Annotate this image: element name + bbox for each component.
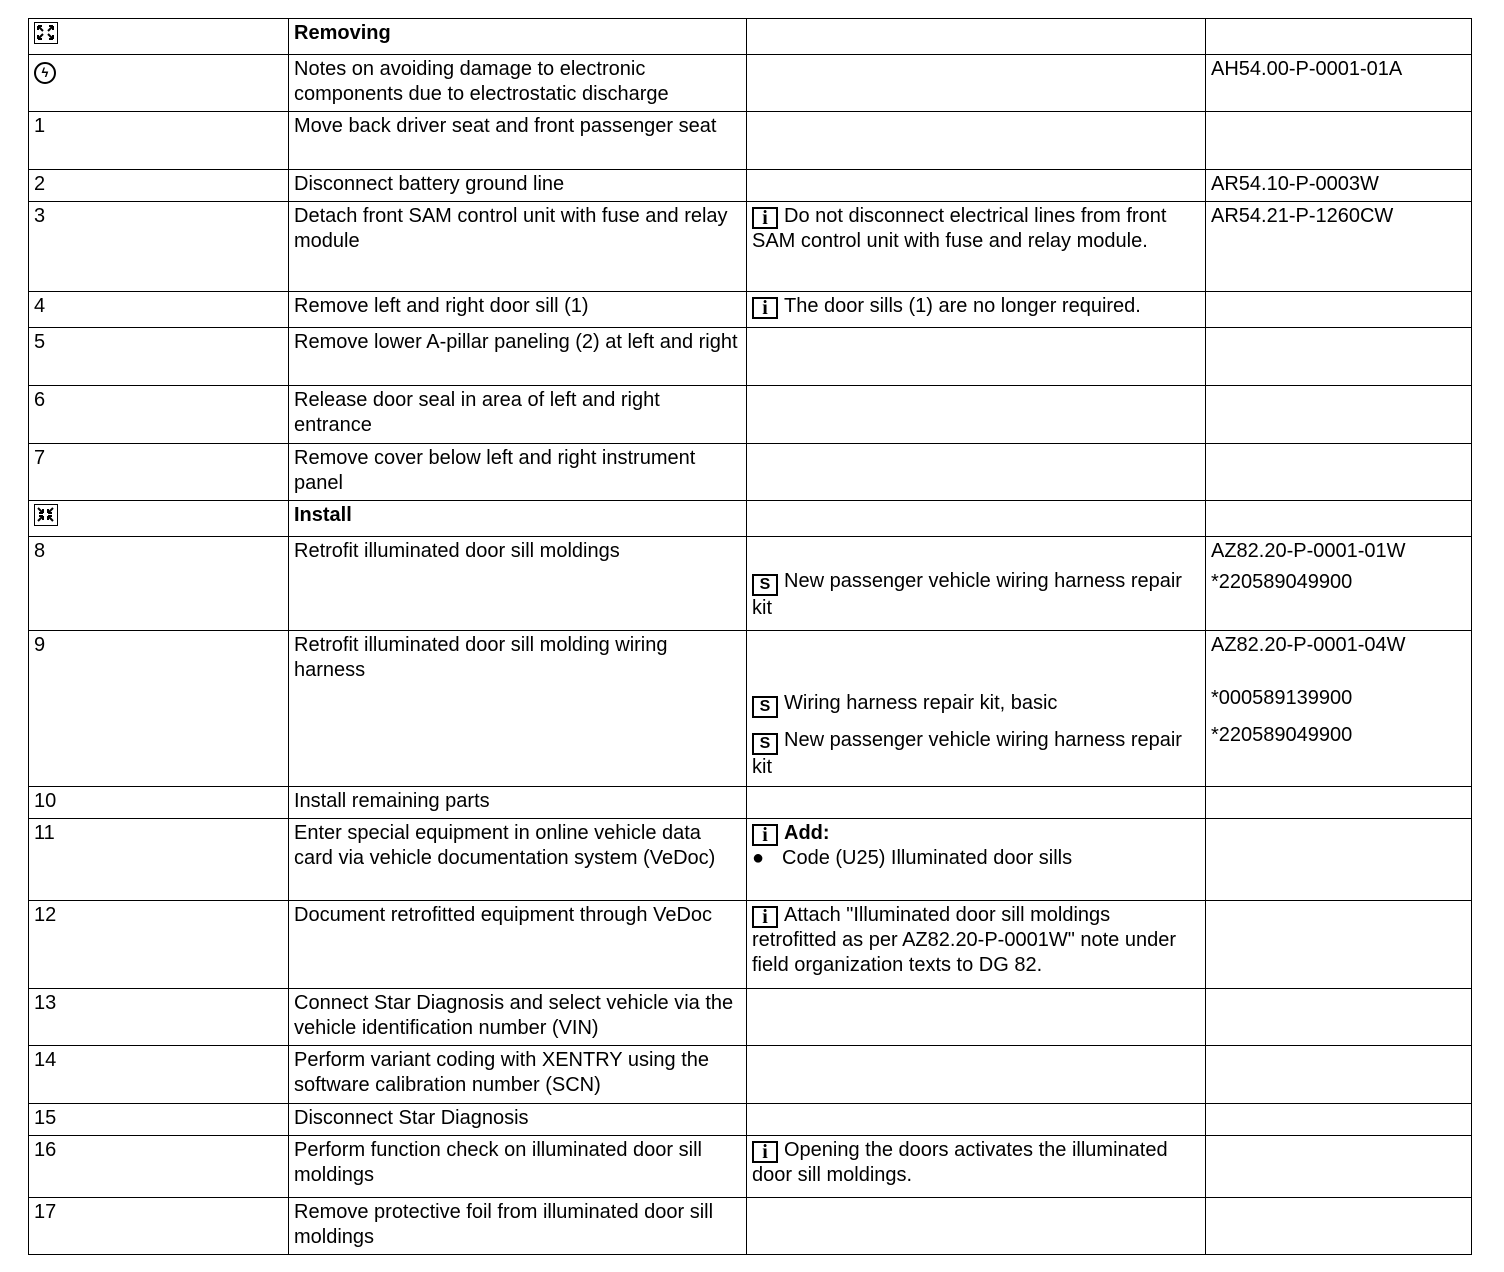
ref-cell (1206, 55, 1472, 112)
table-row (29, 202, 1472, 292)
info-icon: i (752, 824, 778, 846)
table-row (29, 1104, 1472, 1136)
ref-cell (1206, 631, 1472, 787)
reference-link[interactable]: AR54.21-P-1260CW (1211, 205, 1394, 227)
part-number[interactable]: *220589049900 (1211, 571, 1353, 593)
notes-cell (747, 631, 1206, 787)
info-icon: i (752, 297, 778, 319)
special-tool-icon: S (752, 696, 778, 718)
ref-cell (1206, 819, 1472, 901)
info-icon: i (752, 207, 778, 229)
table-row (29, 328, 1472, 386)
action-cell: Move back driver seat and front passenger seat (289, 112, 747, 170)
note-text: New passenger vehicle wiring harness repair kit (752, 570, 1182, 619)
expand-icon (34, 22, 58, 44)
action-cell: Release door seal in area of left and right entrance (289, 386, 747, 444)
ref-cell (1206, 112, 1472, 170)
step-number: 2 (29, 170, 289, 202)
esd-warning-icon: ϟ (34, 62, 56, 84)
note-text: Add: (784, 822, 830, 844)
table-row (29, 55, 1472, 112)
table-row (29, 1046, 1472, 1104)
notes-cell (747, 901, 1206, 989)
ref-cell (1206, 989, 1472, 1046)
notes-cell (747, 55, 1206, 112)
action-cell: Install remaining parts (289, 787, 747, 819)
step-number: 8 (29, 537, 289, 631)
special-tool-icon: S (752, 574, 778, 596)
action-cell: Retrofit illuminated door sill moldings (289, 537, 747, 631)
table-row (29, 819, 1472, 901)
reference-link[interactable]: AZ82.20-P-0001-01W (1211, 540, 1406, 562)
action-cell: Remove left and right door sill (1) (289, 292, 747, 328)
table-row (29, 901, 1472, 989)
step-number: 12 (29, 901, 289, 989)
action-cell: Retrofit illuminated door sill molding wiring harness (289, 631, 747, 787)
step-number: 16 (29, 1136, 289, 1198)
reference-link[interactable]: AZ82.20-P-0001-04W (1211, 634, 1406, 656)
notes-cell (747, 19, 1206, 55)
action-cell: Document retrofitted equipment through VeDoc (289, 901, 747, 989)
part-number[interactable]: *220589049900 (1211, 724, 1353, 746)
ref-cell (1206, 1104, 1472, 1136)
notes-cell (747, 501, 1206, 537)
ref-cell (1206, 386, 1472, 444)
step-cell (29, 19, 289, 55)
notes-cell (747, 787, 1206, 819)
step-cell (29, 55, 289, 112)
step-number: 5 (29, 328, 289, 386)
ref-cell (1206, 170, 1472, 202)
part-number[interactable]: *000589139900 (1211, 687, 1353, 709)
table-row (29, 537, 1472, 631)
notes-cell (747, 292, 1206, 328)
table-row (29, 112, 1472, 170)
table-row (29, 292, 1472, 328)
notes-cell (747, 170, 1206, 202)
action-cell: Enter special equipment in online vehicle data card via vehicle documentation system (VeDoc) (289, 819, 747, 901)
step-number: 9 (29, 631, 289, 787)
step-number: 10 (29, 787, 289, 819)
notes-cell (747, 989, 1206, 1046)
action-cell: Disconnect battery ground line (289, 170, 747, 202)
ref-cell (1206, 537, 1472, 631)
bullet-icon: ● (752, 847, 765, 869)
notes-cell (747, 1198, 1206, 1255)
reference-link[interactable]: AR54.10-P-0003W (1211, 173, 1379, 195)
notes-cell (747, 537, 1206, 631)
section-heading-install: Install (289, 501, 747, 537)
ref-cell (1206, 1136, 1472, 1198)
notes-cell (747, 819, 1206, 901)
table-row (29, 989, 1472, 1046)
action-cell: Disconnect Star Diagnosis (289, 1104, 747, 1136)
notes-cell (747, 1046, 1206, 1104)
action-cell: Detach front SAM control unit with fuse and relay module (289, 202, 747, 292)
table-row (29, 444, 1472, 501)
step-number: 6 (29, 386, 289, 444)
step-number: 4 (29, 292, 289, 328)
notes-cell (747, 444, 1206, 501)
action-cell: Remove cover below left and right instrument panel (289, 444, 747, 501)
table-row (29, 1198, 1472, 1255)
note-text: New passenger vehicle wiring harness repair kit (752, 729, 1182, 778)
step-number: 1 (29, 112, 289, 170)
note-text: Wiring harness repair kit, basic (784, 692, 1058, 714)
note-text: Attach "Illuminated door sill moldings retrofitted as per AZ82.20-P-0001W" note under field organization texts to DG 82. (752, 904, 1177, 976)
special-tool-icon: S (752, 733, 778, 755)
ref-cell (1206, 501, 1472, 537)
table-row (29, 170, 1472, 202)
step-number: 15 (29, 1104, 289, 1136)
action-cell: Remove protective foil from illuminated door sill moldings (289, 1198, 747, 1255)
table-row (29, 19, 1472, 55)
notes-cell (747, 386, 1206, 444)
notes-cell (747, 112, 1206, 170)
step-cell (29, 501, 289, 537)
notes-cell (747, 328, 1206, 386)
reference-link[interactable]: AH54.00-P-0001-01A (1211, 58, 1403, 80)
table-row (29, 501, 1472, 537)
ref-cell (1206, 202, 1472, 292)
step-number: 13 (29, 989, 289, 1046)
info-icon: i (752, 1141, 778, 1163)
step-number: 11 (29, 819, 289, 901)
table-row (29, 631, 1472, 787)
notes-cell (747, 1104, 1206, 1136)
note-text: Opening the doors activates the illuminated door sill moldings. (752, 1139, 1168, 1186)
procedure-table (28, 18, 1472, 1255)
notes-cell (747, 1136, 1206, 1198)
step-number: 3 (29, 202, 289, 292)
table-row (29, 787, 1472, 819)
info-icon: i (752, 906, 778, 928)
action-cell: Perform variant coding with XENTRY using the software calibration number (SCN) (289, 1046, 747, 1104)
ref-cell (1206, 292, 1472, 328)
notes-cell (747, 202, 1206, 292)
ref-cell (1206, 1198, 1472, 1255)
ref-cell (1206, 19, 1472, 55)
action-cell: Perform function check on illuminated door sill moldings (289, 1136, 747, 1198)
section-heading-removing: Removing (289, 19, 747, 55)
action-cell: Notes on avoiding damage to electronic components due to electrostatic discharge (289, 55, 747, 112)
step-number: 17 (29, 1198, 289, 1255)
table-row (29, 1136, 1472, 1198)
step-number: 7 (29, 444, 289, 501)
table-row (29, 386, 1472, 444)
ref-cell (1206, 328, 1472, 386)
ref-cell (1206, 444, 1472, 501)
note-text: Code (U25) Illuminated door sills (782, 847, 1073, 869)
ref-cell (1206, 787, 1472, 819)
action-cell: Connect Star Diagnosis and select vehicle via the vehicle identification number (VIN) (289, 989, 747, 1046)
note-text: Do not disconnect electrical lines from front SAM control unit with fuse and relay module. (752, 205, 1167, 252)
ref-cell (1206, 1046, 1472, 1104)
action-cell: Remove lower A-pillar paneling (2) at left and right (289, 328, 747, 386)
contract-icon (34, 504, 58, 526)
ref-cell (1206, 901, 1472, 989)
note-text: The door sills (1) are no longer required. (784, 295, 1141, 317)
step-number: 14 (29, 1046, 289, 1104)
